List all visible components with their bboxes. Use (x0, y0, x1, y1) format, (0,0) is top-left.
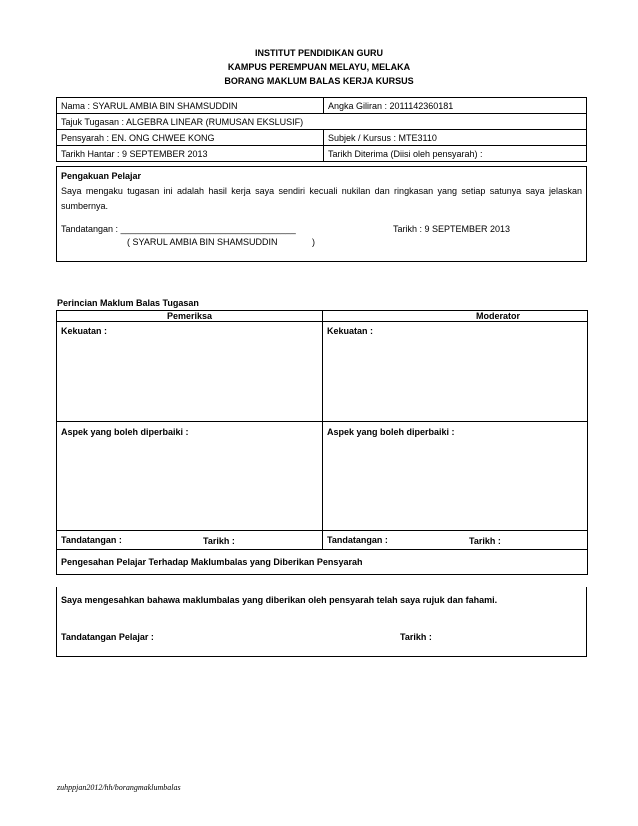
pengakuan-student-name: ( SYARUL AMBIA BIN SHAMSUDDIN (127, 237, 278, 247)
footer-reference: zuhppjan2012/hh/borangmaklumbalas (57, 783, 181, 792)
pengesahan-title: Pengesahan Pelajar Terhadap Maklumbalas yang Diberikan Pensyarah (57, 550, 588, 575)
pengakuan-title: Pengakuan Pelajar (61, 171, 142, 181)
pengakuan-signature-line: ___________________________________ (120, 224, 296, 234)
pemeriksa-signature-row (57, 531, 323, 550)
subjek-field: Subjek / Kursus : MTE3110 (324, 130, 587, 146)
moderator-aspek: Aspek yang boleh diperbaiki : (323, 422, 588, 531)
pemeriksa-aspek: Aspek yang boleh diperbaiki : (57, 422, 323, 531)
tarikh-diterima-field: Tarikh Diterima (Diisi oleh pensyarah) : (324, 146, 587, 162)
pengesahan-text: Saya mengesahkan bahawa maklumbalas yang diberikan oleh pensyarah telah saya rujuk dan fahami. (61, 595, 498, 605)
pengakuan-signature-row (61, 224, 296, 234)
moderator-header: Moderator (323, 311, 588, 322)
tajuk-field: Tajuk Tugasan : ALGEBRA LINEAR (RUMUSAN EKSLUSIF) (57, 114, 587, 130)
moderator-date-label: Tarikh : (469, 536, 501, 546)
pengesahan-date-label: Tarikh : (400, 632, 432, 642)
perincian-title: Perincian Maklum Balas Tugasan (57, 298, 199, 308)
pengakuan-date: Tarikh : 9 SEPTEMBER 2013 (393, 224, 511, 234)
angka-giliran-field: Angka Giliran : 2011142360181 (324, 98, 587, 114)
moderator-kekuatan: Kekuatan : (323, 322, 588, 422)
pemeriksa-header: Pemeriksa (57, 311, 323, 322)
campus-name: KAMPUS PEREMPUAN MELAYU, MELAKA (227, 62, 411, 72)
nama-field: Nama : SYARUL AMBIA BIN SHAMSUDDIN (57, 98, 324, 114)
pensyarah-field: Pensyarah : EN. ONG CHWEE KONG (57, 130, 324, 146)
pengakuan-box (56, 166, 587, 262)
moderator-signature-label: Tandatangan : (327, 535, 388, 545)
perincian-table (56, 310, 588, 575)
form-title: BORANG MAKLUM BALAS KERJA KURSUS (224, 76, 414, 86)
institute-name: INSTITUT PENDIDIKAN GURU (255, 48, 383, 58)
pengesahan-signature-label: Tandatangan Pelajar : (61, 632, 154, 642)
pengakuan-text: Saya mengaku tugasan ini adalah hasil kerja saya sendiri kecuali nukilan dan ringkasan yang setiap satunya saya jelaskan sumbernya. (61, 186, 582, 211)
pemeriksa-date-label: Tarikh : (203, 536, 235, 546)
pengakuan-close-paren: ) (312, 237, 315, 247)
pengakuan-signature-label: Tandatangan : (61, 224, 121, 234)
info-table (56, 97, 587, 162)
pengesahan-box (56, 587, 587, 657)
pemeriksa-kekuatan: Kekuatan : (57, 322, 323, 422)
tarikh-hantar-field: Tarikh Hantar : 9 SEPTEMBER 2013 (57, 146, 324, 162)
moderator-signature-row (323, 531, 588, 550)
pemeriksa-signature-label: Tandatangan : (61, 535, 122, 545)
